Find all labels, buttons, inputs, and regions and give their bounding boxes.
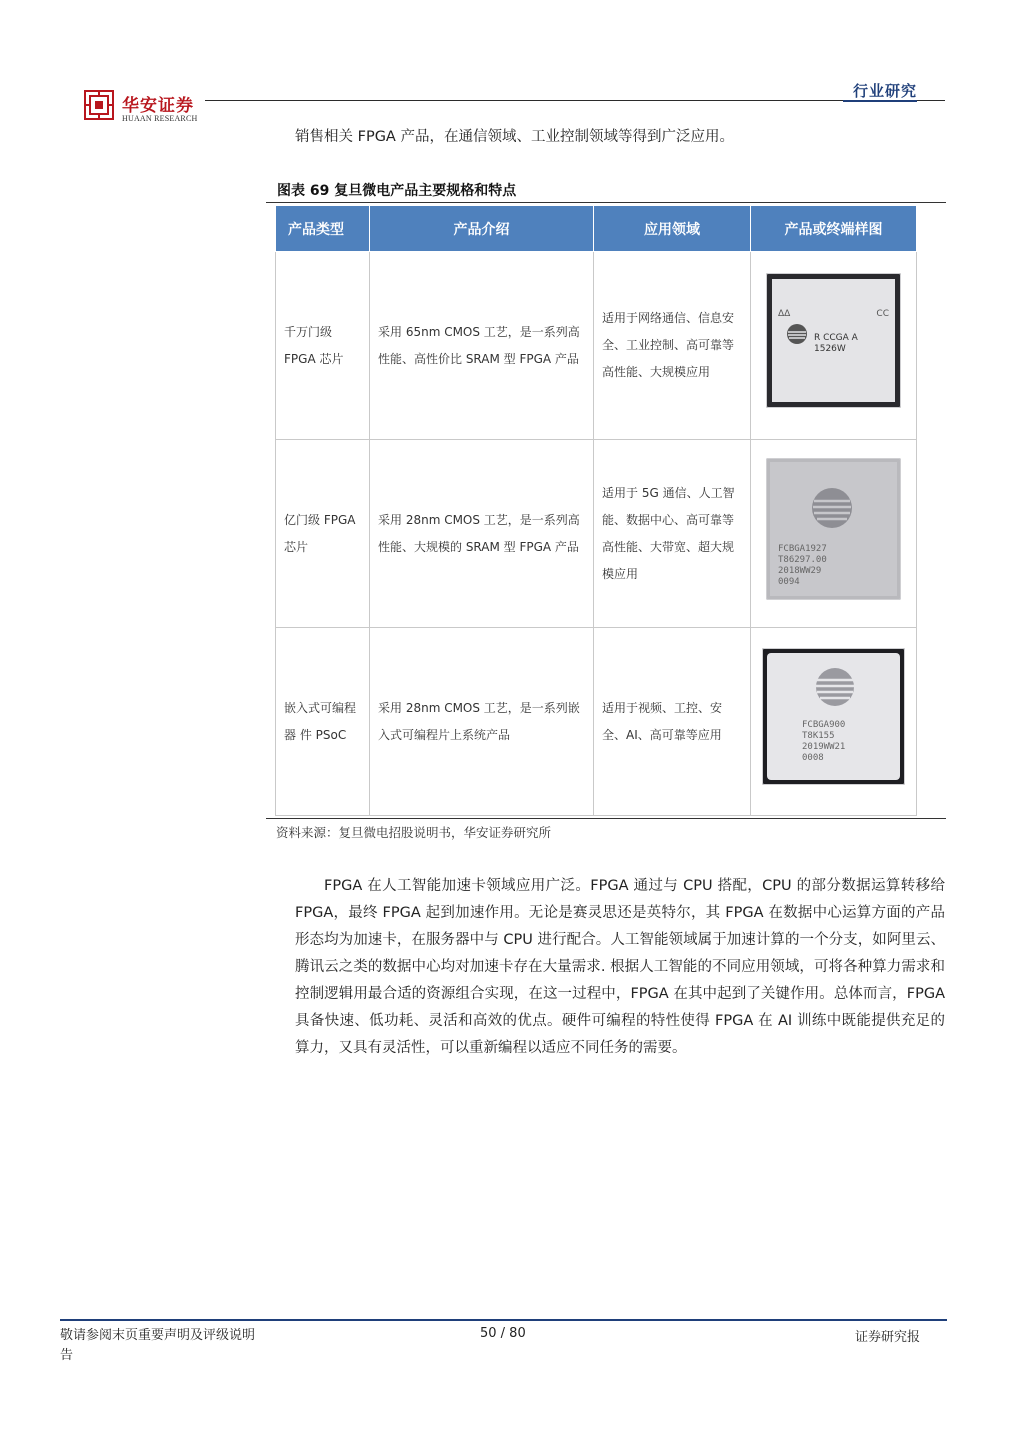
chip-markings: R CCGA A 1526W bbox=[814, 333, 858, 354]
header-divider bbox=[205, 100, 945, 101]
footer-divider bbox=[60, 1319, 947, 1321]
product-intro-cell: 采用 28nm CMOS 工艺，是一系列嵌入式可编程片上系统产品 bbox=[370, 628, 594, 816]
figure-top-rule bbox=[266, 202, 946, 203]
table-row bbox=[276, 440, 917, 628]
chip-markings: FCBGA1927 T86297.00 2018WW29 0094 bbox=[778, 543, 827, 587]
product-type-cell: 亿门级 FPGA 芯片 bbox=[276, 440, 370, 628]
product-intro-cell: 采用 65nm CMOS 工艺，是一系列高性能、高性价比 SRAM 型 FPGA 产品 bbox=[370, 252, 594, 440]
product-type-cell: 嵌入式可编程器 件 PSoC bbox=[276, 628, 370, 816]
application-cell: 适用于 5G 通信、人工智能、数据中心、高可靠等高性能、大带宽、超大规模应用 bbox=[594, 440, 751, 628]
huaan-logo-icon bbox=[84, 90, 114, 120]
column-header: 产品介绍 bbox=[370, 206, 594, 252]
section-tag-underline bbox=[843, 100, 917, 102]
figure-source: 资料来源：复旦微电招股说明书，华安证券研究所 bbox=[276, 825, 552, 840]
product-image-cell bbox=[751, 440, 917, 628]
table-header-row bbox=[276, 206, 917, 252]
psoc-chip-image bbox=[762, 648, 905, 785]
fudan-logo-icon bbox=[786, 323, 808, 345]
figure-title: 图表 69 复旦微电产品主要规格和特点 bbox=[277, 183, 517, 199]
table-row bbox=[276, 252, 917, 440]
product-intro-cell: 采用 28nm CMOS 工艺，是一系列高性能、大规模的 SRAM 型 FPGA 产品 bbox=[370, 440, 594, 628]
report-type: 证券研究报 bbox=[855, 1330, 921, 1345]
application-cell: 适用于视频、工控、安全、AI、高可靠等应用 bbox=[594, 628, 751, 816]
column-header: 产品或终端样图 bbox=[751, 206, 917, 252]
logo-chinese-name: 华安证券 bbox=[122, 96, 194, 116]
chip-marking-top-right: CC bbox=[876, 309, 889, 319]
fpga-chip-image bbox=[766, 458, 901, 600]
chip-marking-top-left: ΔΔ bbox=[778, 309, 791, 319]
intro-sentence: 销售相关 FPGA 产品，在通信领域、工业控制领域等得到广泛应用。 bbox=[295, 129, 734, 145]
product-image-cell bbox=[751, 628, 917, 816]
body-paragraph: FPGA 在人工智能加速卡领域应用广泛。FPGA 通过与 CPU 搭配，CPU 的部分数据运算转移给 FPGA，最终 FPGA 起到加速作用。无论是赛灵思还是英特尔，其 FPGA 在数据中心运算方面的产品形态均为加速卡，在服务器中与 CPU 进行配合。人工智能领域属于加速计算的一个分支，如阿里云、腾讯云之类的数据中心均对加速卡存在大量需求. 根据人工智能的不同应用领域，可将各种算力需求和控制逻辑用最合适的资源组合实现，在这一过程中，FPGA 在其中起到了关键作用。总体而言，FPGA 具备快速、低功耗、灵活和高效的优点。硬件可编程的特性使得 FPGA 在 AI 训练中既能提供充足的算力，又具有灵活性，可以重新编程以适应不同任务的需要。 bbox=[295, 878, 945, 1056]
logo-english-name: HUAAN RESEARCH bbox=[122, 114, 198, 123]
column-header: 产品类型 bbox=[276, 206, 370, 252]
section-tag: 行业研究 bbox=[852, 82, 917, 100]
fudan-logo-icon bbox=[814, 666, 856, 708]
footer-disclaimer-text: 敬请参阅末页重要声明及评级说明 bbox=[60, 1328, 256, 1343]
product-image-cell bbox=[751, 252, 917, 440]
application-cell: 适用于网络通信、信息安全、工业控制、高可靠等高性能、大规模应用 bbox=[594, 252, 751, 440]
product-spec-table bbox=[275, 205, 917, 816]
figure-bottom-rule bbox=[266, 818, 946, 819]
page-number: 50 / 80 bbox=[480, 1326, 526, 1341]
column-header: 应用领域 bbox=[594, 206, 751, 252]
footer-disclaimer bbox=[60, 1326, 310, 1366]
footer-disclaimer-wrap: 告 bbox=[60, 1348, 74, 1363]
chip-markings: FCBGA900 T8K155 2019WW21 0008 bbox=[802, 720, 846, 763]
product-type-cell: 千万门级 FPGA 芯片 bbox=[276, 252, 370, 440]
fpga-chip-image bbox=[766, 273, 901, 408]
fudan-logo-icon bbox=[810, 486, 854, 530]
table-row bbox=[276, 628, 917, 816]
